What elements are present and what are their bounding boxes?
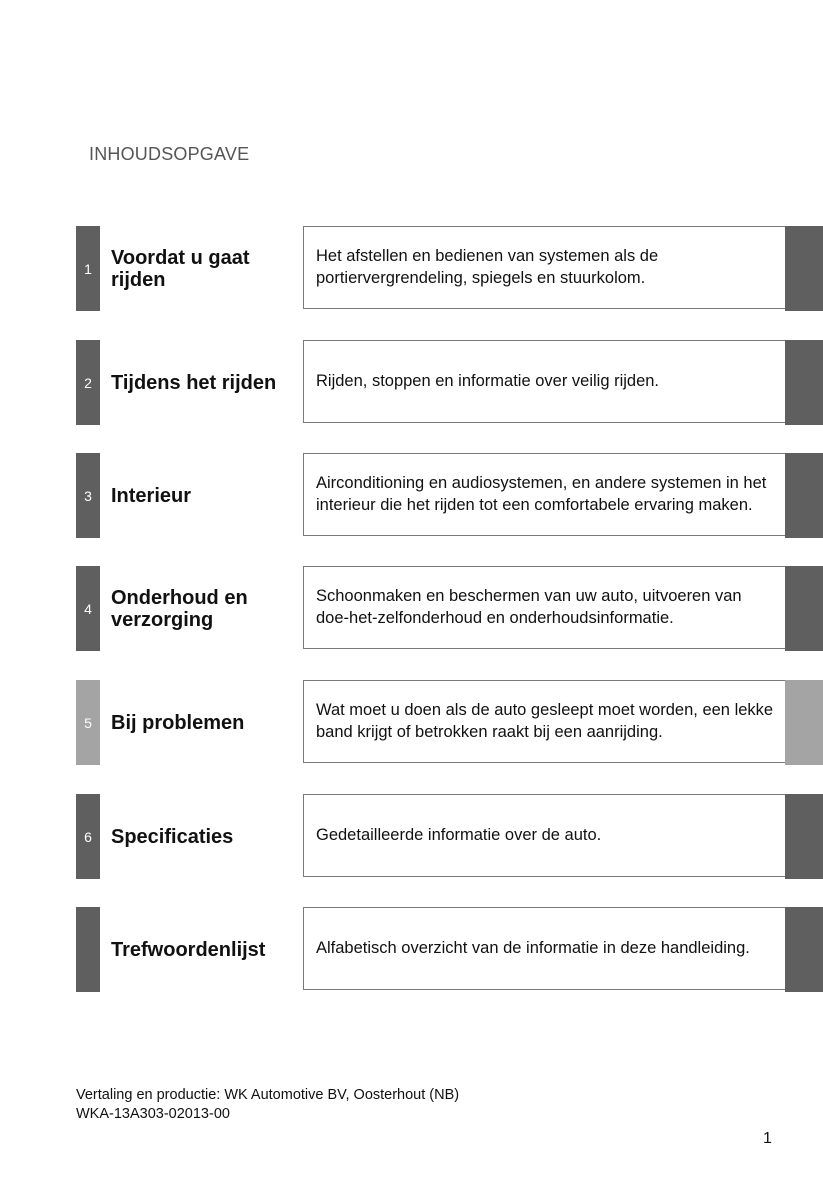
section-title[interactable]: Voordat u gaat rijden xyxy=(111,246,250,291)
section-title[interactable]: Specificaties xyxy=(111,825,234,848)
toc-entry-6[interactable] xyxy=(76,794,823,880)
section-description-box xyxy=(303,566,785,649)
section-description-box xyxy=(303,680,785,763)
footer-code: WKA-13A303-02013-00 xyxy=(76,1106,230,1122)
section-number-tab xyxy=(76,907,100,992)
section-description: Airconditioning en audiosystemen, en andere systemen in het interieur die het rijden tot een comfortabele ervaring maken. xyxy=(316,474,767,514)
toc-entry-3[interactable] xyxy=(76,453,823,539)
footer-credit: Vertaling en productie: WK Automotive BV, Oosterhout (NB) xyxy=(76,1087,460,1103)
section-title[interactable]: Tijdens het rijden xyxy=(111,371,277,394)
thumb-index-tab xyxy=(785,566,823,651)
thumb-index-tab xyxy=(785,680,823,765)
section-title[interactable]: Bij problemen xyxy=(111,711,245,734)
section-number-tab: 3 xyxy=(76,453,100,538)
section-description: Wat moet u doen als de auto gesleept moet worden, een lekke band krijgt of betrokken raakt bij een aanrijding. xyxy=(316,701,774,741)
section-title[interactable]: Onderhoud en verzorging xyxy=(111,586,248,631)
thumb-index-tab xyxy=(785,794,823,879)
thumb-index-tab xyxy=(785,340,823,425)
section-description: Alfabetisch overzicht van de informatie in deze handleiding. xyxy=(316,938,750,957)
section-number-tab: 6 xyxy=(76,794,100,879)
section-number-tab: 5 xyxy=(76,680,100,765)
section-title[interactable]: Interieur xyxy=(111,484,192,507)
toc-entry-5[interactable] xyxy=(76,680,823,766)
section-description-box xyxy=(303,453,785,536)
toc-entry-index[interactable] xyxy=(76,907,823,993)
section-description-box xyxy=(303,907,785,990)
section-description-box xyxy=(303,794,785,877)
thumb-index-tab xyxy=(785,226,823,311)
section-number-tab: 2 xyxy=(76,340,100,425)
section-number-tab: 4 xyxy=(76,566,100,651)
thumb-index-tab xyxy=(785,907,823,992)
page-title: INHOUDSOPGAVE xyxy=(89,144,250,164)
section-description: Gedetailleerde informatie over de auto. xyxy=(316,825,602,844)
section-description-box xyxy=(303,340,785,423)
section-title[interactable]: Trefwoordenlijst xyxy=(111,938,266,961)
section-description-box xyxy=(303,226,785,309)
toc-entry-4[interactable] xyxy=(76,566,823,652)
section-description: Rijden, stoppen en informatie over veilig rijden. xyxy=(316,371,660,390)
section-number-tab: 1 xyxy=(76,226,100,311)
toc-entry-1[interactable] xyxy=(76,226,823,312)
section-description: Het afstellen en bedienen van systemen als de portiervergrendeling, spiegels en stuurkolom. xyxy=(316,247,659,287)
section-description: Schoonmaken en beschermen van uw auto, uitvoeren van doe-het-zelfonderhoud en onderhoudsinformatie. xyxy=(316,587,742,627)
thumb-index-tab xyxy=(785,453,823,538)
page-number: 1 xyxy=(763,1130,772,1147)
toc-entry-2[interactable] xyxy=(76,340,823,426)
